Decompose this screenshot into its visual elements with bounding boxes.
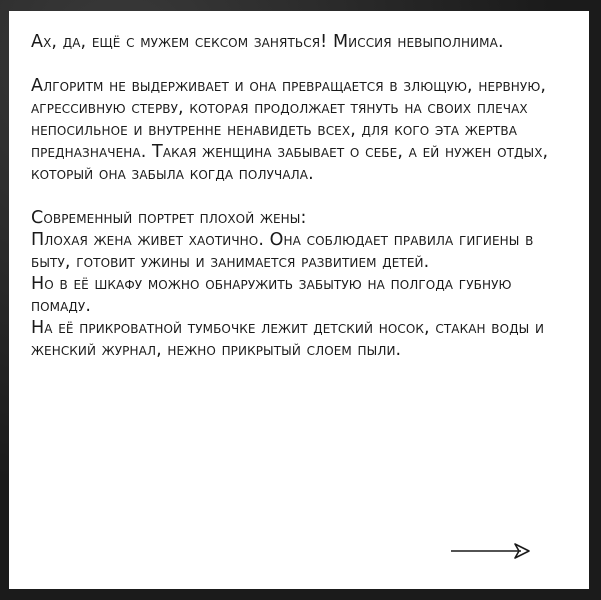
- paragraph-2: Алгоритм не выдерживает и она превращается в злющую, нервную, агрессивную стерву, которая продолжает тянуть на своих плечах непосильное и внутренне ненавидеть всех, для кого эта жертва предназначена. Такая женщина забывает о себе, а ей нужен отдых, который она забыла когда получала.: [31, 76, 549, 184]
- arrow-right-icon[interactable]: [451, 541, 533, 561]
- paragraph-3-line-1: Плохая жена живет хаотично. Она соблюдает правила гигиены в быту, готовит ужины и занимается развитием детей.: [31, 230, 534, 272]
- paragraph-3-line-2: Но в её шкафу можно обнаружить забытую на полгода губную помаду.: [31, 274, 512, 316]
- text-body: [31, 31, 576, 361]
- text-card: [9, 11, 589, 589]
- paragraph-1: Ах, да, ещё с мужем сексом заняться! Миссия невыполнима.: [31, 32, 504, 52]
- paragraph-3-line-3: На её прикроватной тумбочке лежит детский носок, стакан воды и женский журнал, нежно прикрытый слоем пыли.: [31, 318, 545, 360]
- paragraph-3-title: Современный портрет плохой жены:: [31, 208, 307, 228]
